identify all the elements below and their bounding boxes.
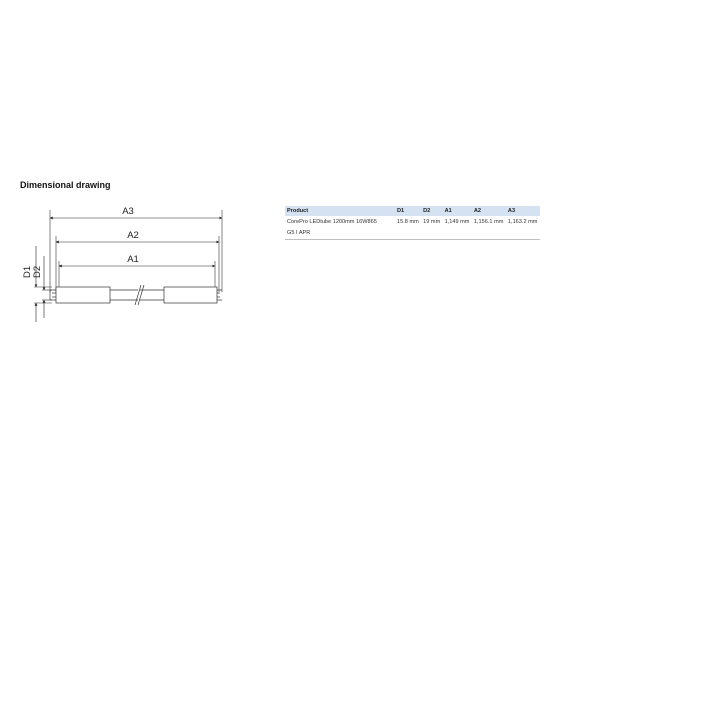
header-a1: A1 [443,206,472,216]
cell-product-cont: G5 I APR [287,230,311,236]
cell-a3: 1,163.2 mm [507,219,538,225]
a2-label: A2 [127,230,139,241]
dimensional-drawing [14,196,244,326]
header-product: Product [285,206,395,216]
table-row-continuation [285,225,540,236]
cell-a1: 1,149 mm [444,219,470,225]
header-a2: A2 [472,206,506,216]
d1-label: D1 [22,265,33,278]
led-tube [50,285,222,305]
cell-a2: 1,156.1 mm [473,219,504,225]
d2-label: D2 [32,265,43,278]
table-row [285,216,540,225]
cell-d1: 15.8 mm [397,219,419,225]
section-title: Dimensional drawing [20,180,111,190]
table-rule [285,236,540,240]
cell-product: CorePro LEDtube 1200mm 16W865 [287,219,377,225]
header-a3: A3 [506,206,540,216]
spec-table [285,206,540,240]
a1-label: A1 [127,254,139,265]
header-d1: D1 [395,206,421,216]
cell-d2: 19 mm [423,219,441,225]
header-d2: D2 [421,206,442,216]
table-header-row [285,206,540,216]
a3-label: A3 [122,206,134,217]
